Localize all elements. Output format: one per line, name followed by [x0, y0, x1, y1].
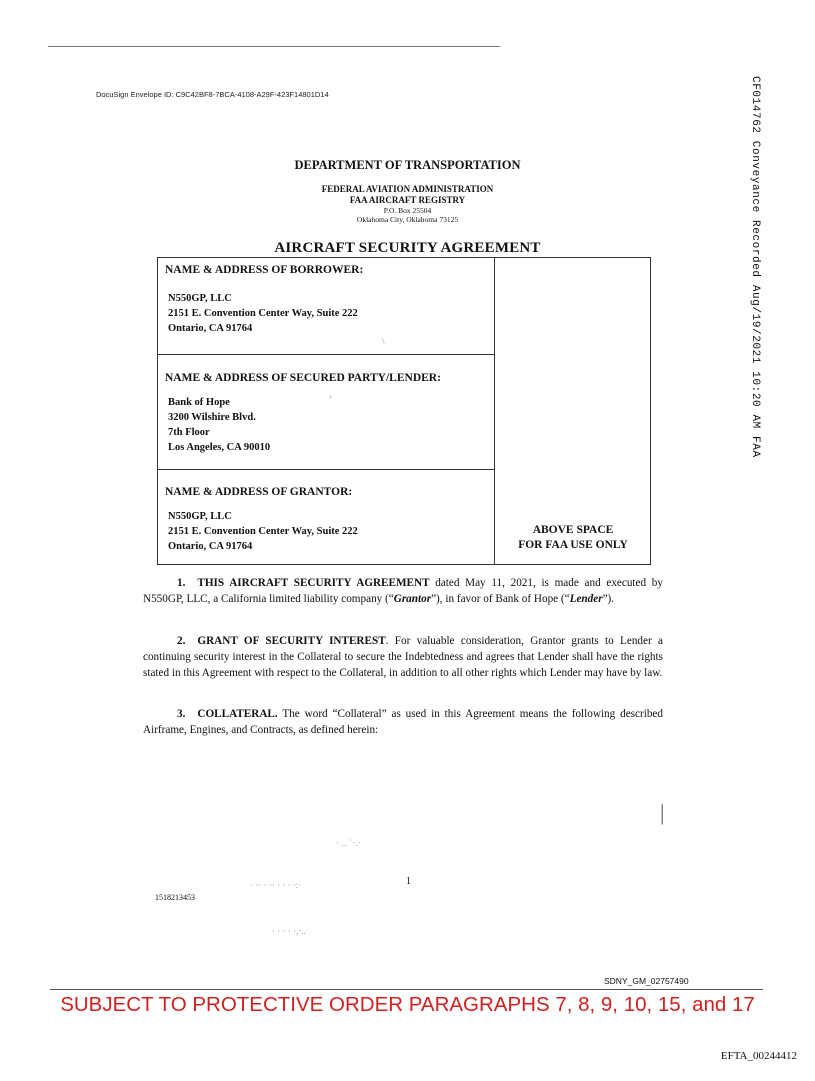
document-number: 1518213453 [155, 893, 195, 902]
form-divider-1 [157, 354, 494, 355]
registry-city: Oklahoma City, Oklahoma 73125 [356, 215, 459, 224]
borrower-line: Ontario, CA 91764 [168, 323, 253, 334]
scan-mark: | [660, 800, 665, 825]
scan-mark: · ·· · ·· · · · ·:· [250, 880, 302, 890]
lender-address [168, 395, 270, 455]
paragraph-text: The word “Collateral” as used in this Agreement means the following described Airframe, Engines, and Contracts, as defined herein: [143, 708, 663, 736]
registry-heading: FAA AIRCRAFT REGISTRY [349, 195, 466, 205]
paragraph-emphasis: Grantor [393, 593, 432, 605]
bottom-rule [50, 989, 763, 990]
borrower-label: NAME & ADDRESS OF BORROWER: [165, 264, 364, 276]
po-box: P.O. Box 25504 [383, 206, 432, 215]
faa-use-note [495, 523, 651, 553]
grantor-line: N550GP, LLC [168, 511, 232, 522]
efta-number: EFTA_00244412 [720, 1050, 797, 1062]
paragraph-2 [143, 633, 663, 681]
grantor-label: NAME & ADDRESS OF GRANTOR: [165, 486, 353, 498]
form-divider-2 [157, 469, 494, 470]
paragraph-3 [143, 706, 663, 738]
department-heading: DEPARTMENT OF TRANSPORTATION [294, 158, 521, 172]
bates-number: SDNY_GM_02757490 [604, 976, 689, 986]
faa-use-line: FOR FAA USE ONLY [518, 539, 628, 551]
paragraph-emphasis: THIS AIRCRAFT SECURITY AGREEMENT [197, 577, 430, 589]
borrower-line: 2151 E. Convention Center Way, Suite 222 [168, 308, 358, 319]
paragraph-text: . For valuable consideration, Grantor grants to Lender a continuing security interest in the Collateral to secure the Indebtedness and agrees that Lender shall have the rights stated in this Agreement with respect to the Collateral, in addition to all other rights which Lender may have by law. [143, 635, 663, 679]
agency-heading: FEDERAL AVIATION ADMINISTRATION [321, 184, 494, 194]
document-title: AIRCRAFT SECURITY AGREEMENT [274, 240, 541, 256]
form-vertical-divider [494, 257, 495, 565]
grantor-line: Ontario, CA 91764 [168, 541, 253, 552]
scan-mark: · ‥ ˙·.· [336, 838, 361, 848]
paragraph-text: ”). [602, 593, 615, 605]
scan-mark: \ [382, 336, 385, 346]
paragraph-1 [143, 575, 663, 607]
page-number: 1 [406, 876, 411, 887]
lender-label: NAME & ADDRESS OF SECURED PARTY/LENDER: [165, 372, 441, 384]
recording-stamp: CF014762 Conveyance Recorded Aug/19/2021 10:20 AM FAA [749, 76, 761, 458]
lender-line: Bank of Hope [168, 397, 230, 408]
paragraph-emphasis: Lender [569, 593, 603, 605]
borrower-address [168, 291, 358, 336]
lender-line: Los Angeles, CA 90010 [168, 442, 271, 453]
paragraph-emphasis: GRANT OF SECURITY INTEREST [197, 635, 386, 647]
paragraph-text: dated May 11, 2021, is made and executed by N550GP, LLC, a California limited liability company (“ [143, 577, 663, 605]
protective-order-notice: SUBJECT TO PROTECTIVE ORDER PARAGRAPHS 7, 8, 9, 10, 15, and 17 [60, 993, 755, 1016]
paragraph-number: 1. [177, 577, 186, 589]
scan-mark: · · · · ·,·.. [272, 926, 306, 936]
paragraph-text: ”), in favor of Bank of Hope (“ [431, 593, 570, 605]
docusign-envelope-id: DocuSign Envelope ID: C9C42BF8-7BCA-4108-A29F-423F14801D14 [96, 90, 329, 99]
lender-line: 7th Floor [168, 427, 210, 438]
borrower-line: N550GP, LLC [168, 293, 232, 304]
top-rule [48, 46, 500, 47]
grantor-line: 2151 E. Convention Center Way, Suite 222 [168, 526, 358, 537]
grantor-address [168, 509, 358, 554]
paragraph-number: 3. [177, 708, 186, 720]
paragraph-emphasis: COLLATERAL. [197, 708, 278, 720]
faa-use-line: ABOVE SPACE [532, 524, 614, 536]
lender-line: 3200 Wilshire Blvd. [168, 412, 256, 423]
scan-mark: › [329, 391, 332, 401]
paragraph-number: 2. [177, 635, 186, 647]
